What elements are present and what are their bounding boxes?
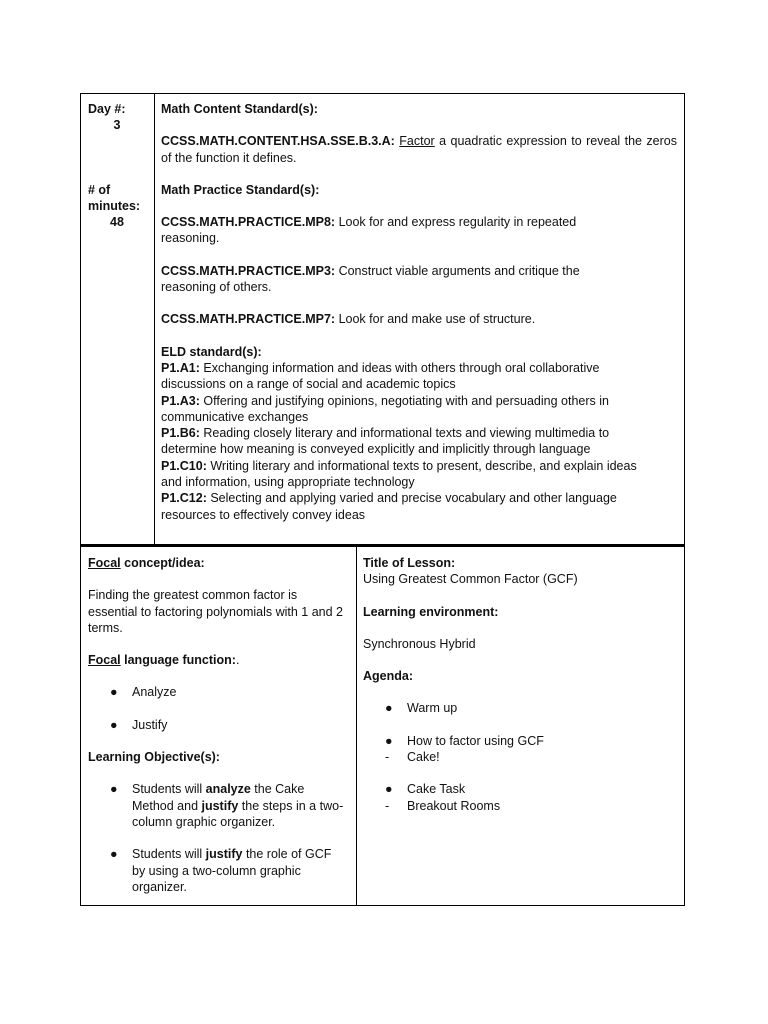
practice-standard-mp8: CCSS.MATH.PRACTICE.MP8: Look for and express regularity in repeated reasoning.	[161, 215, 577, 246]
list-item: ● How to factor using GCF	[385, 733, 544, 748]
learning-environment-value: Synchronous Hybrid	[363, 636, 476, 651]
eld-standard-p1a1: P1.A1: Exchanging information and ideas with others through oral collaborative discussions on a range of social and academic topics	[161, 360, 600, 392]
dash-icon: -	[385, 798, 390, 813]
list-item: - Breakout Rooms	[385, 798, 501, 813]
list-item: - Cake!	[385, 750, 440, 765]
learning-objective-list	[88, 781, 348, 895]
day-column	[81, 94, 155, 544]
practice-standard-heading: Math Practice Standard(s):	[161, 182, 320, 197]
list-item: ● Students will analyze the Cake Method and justify the steps in a two-column graphic organizer.	[110, 782, 344, 829]
minutes-label-2: minutes:	[88, 198, 141, 213]
minutes-label-1: # of	[88, 182, 111, 197]
bullet-icon: ●	[385, 733, 393, 748]
learning-environment-heading: Learning environment:	[363, 604, 499, 619]
agenda-heading: Agenda:	[363, 669, 413, 684]
practice-standard-mp7: CCSS.MATH.PRACTICE.MP7: Look for and make use of structure.	[161, 312, 536, 327]
focal-concept-text: Finding the greatest common factor is essential to factoring polynomials with 1 and 2 terms.	[88, 588, 344, 635]
content-standard	[161, 133, 677, 166]
agenda-sublist-2	[363, 798, 676, 814]
bullet-icon: ●	[110, 685, 118, 700]
list-item: ● Cake Task	[385, 782, 466, 797]
bullet-icon: ●	[110, 782, 118, 797]
eld-standard-p1a3: P1.A3: Offering and justifying opinions, negotiating with and persuading others in communicative exchanges	[161, 393, 609, 424]
language-function-heading: Focal language function:.	[88, 653, 240, 668]
learning-objective-heading: Learning Objective(s):	[88, 750, 220, 765]
lesson-title-heading: Title of Lesson:	[363, 556, 456, 570]
eld-standard-p1c12: P1.C12: Selecting and applying varied and precise vocabulary and other language resources to effectively convey ideas	[161, 491, 617, 522]
list-item: ● Justify	[110, 717, 168, 732]
lesson-title: Using Greatest Common Factor (GCF)	[363, 572, 578, 587]
eld-standard-p1c10: P1.C10: Writing literary and informational texts to present, describe, and explain ideas and information, using appropriate technology	[161, 458, 637, 490]
focal-concept-heading: Focal concept/idea:	[88, 556, 205, 570]
agenda-list	[363, 700, 676, 749]
standards-table	[80, 93, 685, 545]
content-standard-code: CCSS.MATH.CONTENT.HSA.SSE.B.3.A:	[161, 134, 395, 149]
lesson-column	[357, 547, 684, 905]
list-item: ● Warm up	[385, 701, 458, 716]
agenda-sublist	[363, 749, 676, 765]
lesson-table	[80, 545, 685, 906]
standards-column	[155, 94, 684, 544]
eld-standard-heading: ELD standard(s):	[161, 344, 262, 359]
eld-standard-p1b6: P1.B6: Reading closely literary and informational texts and viewing multimedia to determine how meaning is conveyed explicitly and implicitly through language	[161, 426, 610, 457]
bullet-icon: ●	[110, 847, 118, 862]
list-item: ● Students will justify the role of GCF by using a two-column graphic organizer.	[110, 847, 332, 894]
language-function-list	[88, 684, 348, 733]
focal-column	[81, 547, 357, 905]
day-value: 3	[113, 118, 121, 133]
day-label: Day #:	[88, 102, 126, 116]
content-standard-text: a quadratic expression to reveal the zeros of the function it defines.	[161, 134, 677, 165]
bullet-icon: ●	[385, 782, 393, 797]
agenda-list-2	[363, 781, 676, 797]
bullet-icon: ●	[385, 701, 393, 716]
factor-link[interactable]: Factor	[399, 134, 435, 149]
bullet-icon: ●	[110, 717, 118, 732]
practice-standard-mp3: CCSS.MATH.PRACTICE.MP3: Construct viable arguments and critique the reasoning of others.	[161, 263, 580, 295]
minutes-value: 48	[110, 215, 124, 230]
list-item: ● Analyze	[110, 685, 177, 700]
content-standard-heading: Math Content Standard(s):	[161, 102, 318, 116]
dash-icon: -	[385, 750, 390, 765]
